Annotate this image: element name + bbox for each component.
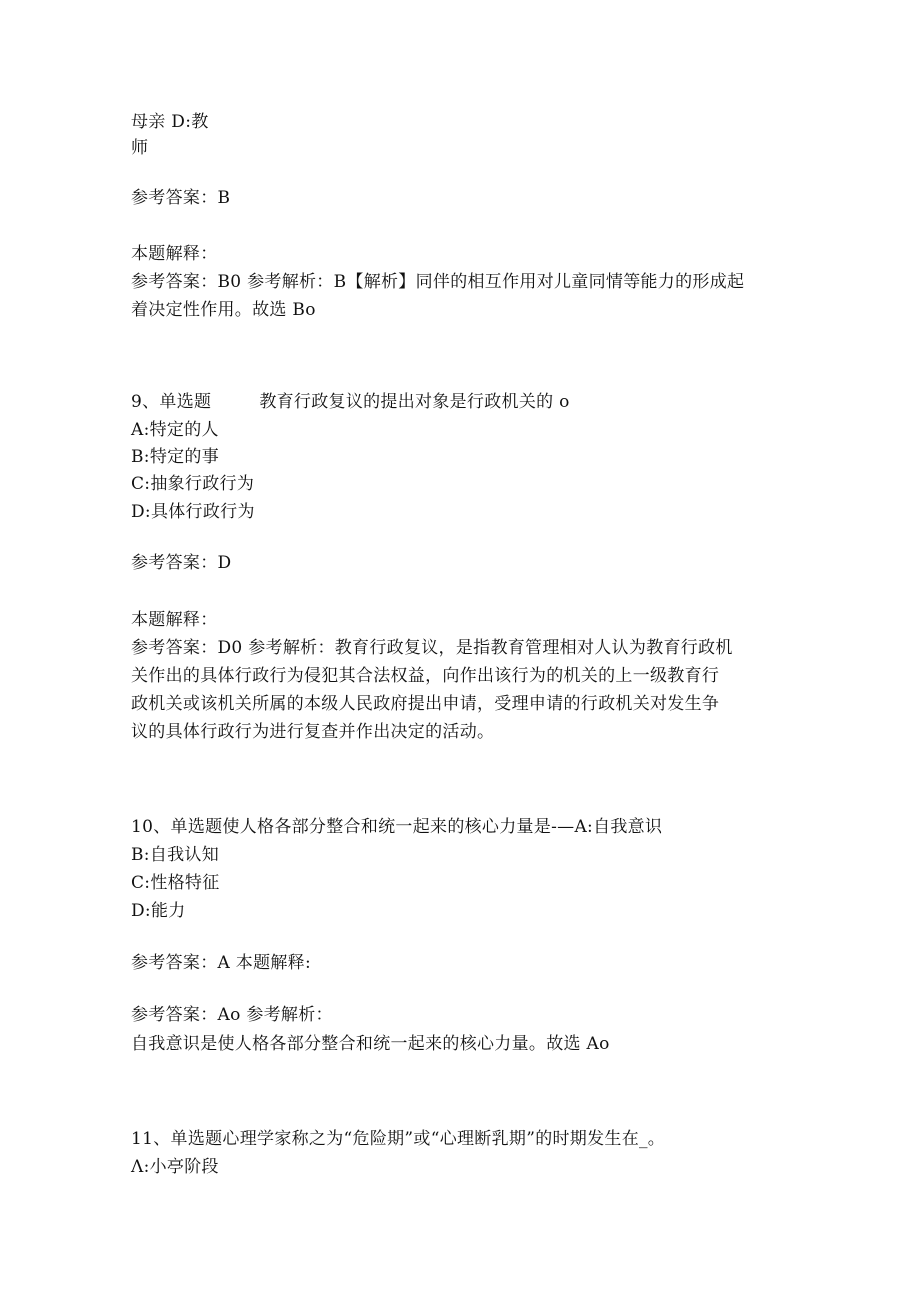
explanation-text: 议的具体行政行为进行复查并作出决定的活动。	[131, 722, 495, 742]
question-text: 教育行政复议的提出对象是行政机关的 o	[259, 392, 570, 412]
question-line: 11、单选题心理学家称之为“危险期”或“心理断乳期”的时期发生在_。	[131, 1129, 666, 1149]
option-d: D:具体行政行为	[131, 502, 255, 522]
question-number-type: 9、单选题	[131, 392, 212, 412]
option-a: A:特定的人	[131, 420, 219, 440]
explanation-heading: 本题解释：	[131, 244, 218, 264]
explanation-text: 政机关或该机关所属的本级人民政府提出申请，受理申请的行政机关对发生争	[131, 694, 720, 714]
option-d: D:能力	[131, 901, 186, 921]
explanation-heading: 参考答案：Ao 参考解析：	[131, 1005, 333, 1025]
answer-line: 参考答案：D	[131, 553, 232, 573]
explanation-heading: 本题解释：	[131, 610, 218, 630]
option-a: Λ:小亭阶段	[131, 1157, 219, 1177]
option-line-continued: 师	[131, 138, 149, 158]
option-b: B:自我认知	[131, 845, 220, 865]
question-line	[131, 390, 570, 414]
option-c: C:性格特征	[131, 873, 220, 893]
explanation-text: 参考答案：D0 参考解析：教育行政复议，是指教育管理相对人认为教育行政机	[131, 638, 733, 658]
explanation-text: 参考答案：B0 参考解析：B【解析】同伴的相互作用对儿童同情等能力的形成起	[131, 272, 745, 292]
explanation-text: 关作出的具体行政行为侵犯其合法权益，向作出该行为的机关的上一级教育行	[131, 666, 720, 686]
option-c: C:抽象行政行为	[131, 474, 255, 494]
question-line: 10、单选题使人格各部分整合和统一起来的核心力量是-—A:自我意识	[131, 817, 663, 837]
option-b: B:特定的事	[131, 447, 220, 467]
answer-line: 参考答案：B	[131, 188, 231, 208]
explanation-text: 自我意识是使人格各部分整合和统一起来的核心力量。故选 Ao	[131, 1034, 610, 1054]
answer-line: 参考答案：A 本题解释:	[131, 953, 312, 973]
option-line: 母亲 D:教	[131, 112, 209, 132]
explanation-text: 着决定性作用。故选 Bo	[131, 300, 316, 320]
